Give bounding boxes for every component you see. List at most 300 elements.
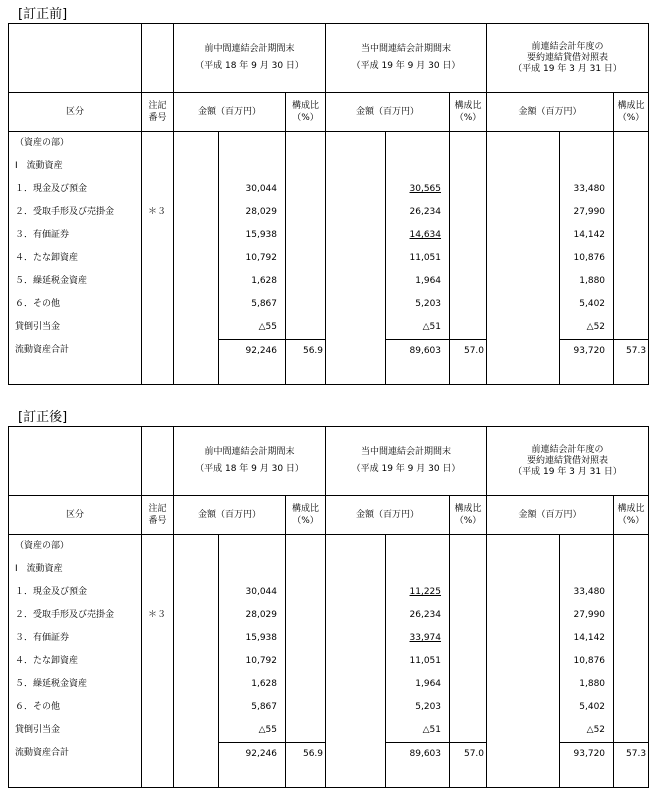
empty-cell [326,650,386,673]
table-row [9,627,649,650]
empty-cell [450,673,487,696]
empty-cell [386,558,450,581]
period-title-line1: 前連結会計年度の [531,444,604,455]
col-note-line2: 番号 [148,113,167,123]
col-ratio-line2: （%） [454,516,482,526]
empty-cell [614,293,649,316]
total-amount: 93,720 [560,743,614,766]
amount-value: 30,565 [409,184,442,194]
amount-cur-half [386,316,450,340]
empty-cell [326,743,386,766]
empty-cell [142,743,174,766]
col-ratio [614,93,649,132]
amount-prev-half [219,696,286,719]
amount-prev-year [560,293,614,316]
empty-cell [560,132,614,156]
empty-cell [326,316,386,340]
empty-cell [560,155,614,178]
table-after [8,426,649,788]
empty-cell [614,777,649,788]
empty-cell [142,374,174,385]
item-label: ４．たな卸資産 [9,247,142,270]
current-assets-label: Ⅰ 流動資産 [9,155,142,178]
col-ratio-line1: 構成比 [454,504,482,514]
amount-cur-half [386,604,450,627]
item-label: ６．その他 [9,696,142,719]
total-ratio: 56.9 [286,743,326,766]
amount-value: △52 [586,322,606,332]
item-note [142,673,174,696]
empty-cell [286,604,326,627]
empty-cell [219,374,286,385]
empty-cell [326,719,386,743]
col-ratio-line2: （%） [292,113,319,123]
col-category: 区分 [9,93,142,132]
amount-value: 1,880 [579,276,606,286]
empty-cell [174,604,219,627]
empty-cell [174,201,219,224]
empty-cell [142,362,174,374]
total-label: 流動資産合計 [9,340,142,363]
period-date: （平成 18 年 9 月 30 日） [195,61,304,71]
table-row [9,535,649,559]
empty-cell [286,362,326,374]
amount-value: 5,402 [579,299,606,309]
table-row [9,155,649,178]
amount-cur-half [386,627,450,650]
empty-cell [9,765,142,777]
amount-value: 30,044 [245,587,277,597]
col-amount: 金額（百万円） [487,496,614,535]
empty-cell [142,155,174,178]
empty-cell [174,132,219,156]
empty-cell [174,558,219,581]
amount-value: 10,792 [245,656,277,666]
amount-value: 1,964 [415,276,442,286]
empty-cell [450,201,487,224]
col-amount: 金額（百万円） [326,93,450,132]
empty-cell [286,777,326,788]
amount-value: 30,044 [245,184,277,194]
item-note [142,178,174,201]
amount-cur-half [386,201,450,224]
empty-cell [326,247,386,270]
total-ratio: 56.9 [286,340,326,363]
amount-value: 1,628 [251,276,277,286]
item-label: ３．有価証券 [9,224,142,247]
table-row [9,673,649,696]
empty-cell [142,558,174,581]
empty-cell [560,777,614,788]
amount-prev-year [560,719,614,743]
col-ratio-line2: （%） [617,516,645,526]
empty-cell [487,696,560,719]
empty-cell [326,201,386,224]
empty-cell [487,270,560,293]
empty-cell [614,673,649,696]
empty-cell [450,270,487,293]
empty-cell [326,362,386,374]
empty-cell [174,362,219,374]
item-note [142,293,174,316]
empty-cell [487,155,560,178]
amount-prev-half [219,178,286,201]
empty-cell [286,178,326,201]
table-row [9,316,649,340]
empty-cell [326,178,386,201]
item-label: ２．受取手形及び売掛金 [9,201,142,224]
empty-cell [219,155,286,178]
period-date: （平成 19 年 9 月 30 日） [351,464,461,474]
empty-cell [9,777,142,788]
assets-header-label: （資産の部） [9,535,142,559]
empty-cell [614,132,649,156]
item-label: ５．繰延税金資産 [9,270,142,293]
empty-cell [9,374,142,385]
col-ratio [450,496,487,535]
table-row [9,581,649,604]
table-row [9,224,649,247]
total-amount: 93,720 [560,340,614,363]
empty-cell [560,558,614,581]
amount-value: 10,792 [245,253,277,263]
empty-cell [174,224,219,247]
empty-cell [174,719,219,743]
table-row-total [9,743,649,766]
empty-cell [174,293,219,316]
empty-cell [286,155,326,178]
empty-cell [9,362,142,374]
empty-cell [487,777,560,788]
amount-value: 15,938 [245,633,277,643]
empty-cell [142,777,174,788]
period-date: （平成 19 年 3 月 31 日） [513,466,622,477]
total-ratio: 57.0 [450,743,487,766]
amount-prev-half [219,673,286,696]
empty-cell [614,604,649,627]
item-note [142,270,174,293]
amount-value: △55 [258,322,277,332]
amount-value: 26,234 [409,207,442,217]
amount-cur-half [386,178,450,201]
empty-cell [219,765,286,777]
empty-cell [614,270,649,293]
item-label: ２．受取手形及び売掛金 [9,604,142,627]
empty-cell [326,224,386,247]
empty-cell [450,178,487,201]
col-note-line1: 注記 [148,504,167,514]
empty-cell [174,673,219,696]
empty-cell [174,535,219,559]
empty-cell [286,558,326,581]
amount-cur-half [386,247,450,270]
amount-value: 27,990 [573,610,606,620]
period-title-line1: 前連結会計年度の [531,41,604,52]
amount-value: 11,051 [409,656,442,666]
amount-prev-year [560,201,614,224]
header-blank-category [9,24,142,93]
amount-prev-year [560,696,614,719]
empty-cell [487,178,560,201]
amount-value: 14,142 [573,230,606,240]
period-title: 当中間連結会計期間末 [361,447,452,457]
amount-value: 5,402 [579,702,606,712]
empty-cell [614,719,649,743]
empty-cell [487,535,560,559]
item-note [142,627,174,650]
item-label: ５．繰延税金資産 [9,673,142,696]
table-row [9,270,649,293]
table-row [9,247,649,270]
empty-cell [614,362,649,374]
amount-prev-half [219,316,286,340]
empty-cell [286,374,326,385]
amount-value: 1,880 [579,679,606,689]
empty-cell [326,696,386,719]
item-label: ３．有価証券 [9,627,142,650]
empty-cell [174,270,219,293]
item-label: １．現金及び預金 [9,178,142,201]
empty-cell [174,627,219,650]
empty-cell [326,627,386,650]
total-amount: 92,246 [219,340,286,363]
empty-cell [450,155,487,178]
empty-cell [487,743,560,766]
period-title-line2: 要約連結貸借対照表 [527,52,609,63]
empty-cell [326,673,386,696]
empty-cell [174,316,219,340]
empty-cell [450,224,487,247]
empty-cell [142,132,174,156]
empty-cell [614,765,649,777]
empty-cell [450,581,487,604]
empty-cell [487,673,560,696]
empty-cell [614,696,649,719]
empty-cell [142,765,174,777]
amount-cur-half [386,719,450,743]
item-label: ４．たな卸資産 [9,650,142,673]
empty-cell [614,627,649,650]
period-title: 前中間連結会計期間末 [204,447,295,457]
empty-cell [614,535,649,559]
amount-value: △51 [422,322,442,332]
empty-cell [386,374,450,385]
amount-prev-year [560,224,614,247]
item-label: 貸倒引当金 [9,719,142,743]
total-amount: 89,603 [386,340,450,363]
item-label: 貸倒引当金 [9,316,142,340]
amount-prev-half [219,581,286,604]
empty-cell [286,650,326,673]
amount-value: 1,628 [251,679,277,689]
empty-cell [487,558,560,581]
empty-cell [326,374,386,385]
item-note [142,316,174,340]
empty-cell [614,178,649,201]
empty-cell [487,719,560,743]
table-row [9,558,649,581]
amount-cur-half [386,673,450,696]
table-row [9,132,649,156]
empty-cell [450,604,487,627]
total-ratio: 57.3 [614,340,649,363]
empty-cell [286,270,326,293]
empty-cell [450,132,487,156]
empty-cell [560,374,614,385]
empty-cell [614,650,649,673]
col-amount: 金額（百万円） [326,496,450,535]
col-ratio-line1: 構成比 [454,101,482,111]
empty-cell [487,362,560,374]
empty-cell [286,696,326,719]
empty-cell [487,201,560,224]
empty-cell [326,604,386,627]
empty-cell [386,362,450,374]
period-date: （平成 19 年 3 月 31 日） [513,63,622,74]
empty-cell [450,293,487,316]
item-note [142,224,174,247]
col-ratio [450,93,487,132]
empty-cell [450,535,487,559]
amount-value: △51 [422,725,442,735]
amount-value: 15,938 [245,230,277,240]
amount-prev-year [560,650,614,673]
empty-cell [286,201,326,224]
empty-cell [386,765,450,777]
period-title-line2: 要約連結貸借対照表 [527,455,609,466]
table-row [9,201,649,224]
col-category: 区分 [9,496,142,535]
amount-value: 10,876 [573,253,606,263]
col-ratio-line1: 構成比 [292,504,320,514]
empty-cell [174,743,219,766]
amount-prev-year [560,604,614,627]
amount-prev-half [219,201,286,224]
col-ratio-line1: 構成比 [617,504,645,514]
empty-cell [450,650,487,673]
amount-cur-half [386,293,450,316]
amount-value: 27,990 [573,207,606,217]
empty-cell [614,558,649,581]
empty-cell [219,535,286,559]
empty-cell [560,765,614,777]
amount-value: 11,051 [409,253,442,263]
empty-cell [386,132,450,156]
empty-cell [487,132,560,156]
amount-prev-year [560,316,614,340]
col-ratio [286,496,326,535]
empty-cell [450,362,487,374]
item-note [142,696,174,719]
assets-header-label: （資産の部） [9,132,142,156]
empty-cell [286,719,326,743]
empty-cell [174,247,219,270]
empty-cell [614,316,649,340]
empty-cell [326,535,386,559]
amount-prev-year [560,270,614,293]
col-note-line2: 番号 [148,516,167,526]
total-ratio: 57.3 [614,743,649,766]
item-note [142,719,174,743]
item-note [142,650,174,673]
amount-value: 28,029 [245,610,277,620]
col-amount: 金額（百万円） [487,93,614,132]
empty-cell [614,224,649,247]
col-ratio-line1: 構成比 [617,101,645,111]
table-row [9,719,649,743]
empty-cell [487,316,560,340]
period-header-1 [326,427,487,496]
empty-cell [326,340,386,363]
empty-cell [386,155,450,178]
col-note [142,93,174,132]
empty-cell [174,765,219,777]
amount-prev-year [560,178,614,201]
empty-cell [614,247,649,270]
col-ratio-line2: （%） [292,516,319,526]
empty-cell [450,558,487,581]
item-note: ＊３ [142,201,174,224]
empty-cell [450,765,487,777]
period-title: 当中間連結会計期間末 [361,44,452,54]
empty-cell [286,247,326,270]
empty-cell [219,558,286,581]
empty-cell [174,178,219,201]
amount-value: 26,234 [409,610,442,620]
current-assets-label: Ⅰ 流動資産 [9,558,142,581]
amount-value: △52 [586,725,606,735]
empty-cell [174,340,219,363]
amount-prev-half [219,650,286,673]
table-row [9,696,649,719]
col-ratio [614,496,649,535]
empty-cell [450,627,487,650]
period-date: （平成 19 年 9 月 30 日） [351,61,461,71]
amount-value: △55 [258,725,277,735]
empty-cell [487,581,560,604]
amount-value: 28,029 [245,207,277,217]
col-amount: 金額（百万円） [174,496,286,535]
empty-cell [286,535,326,559]
amount-prev-half [219,293,286,316]
empty-cell [614,374,649,385]
period-header-0 [174,427,326,496]
item-label: ６．その他 [9,293,142,316]
empty-cell [174,777,219,788]
amount-value: 5,867 [251,299,277,309]
col-amount: 金額（百万円） [174,93,286,132]
empty-cell [174,696,219,719]
period-header-1 [326,24,487,93]
item-note [142,581,174,604]
empty-cell [614,155,649,178]
amount-cur-half [386,696,450,719]
empty-cell [487,247,560,270]
amount-prev-half [219,627,286,650]
empty-cell [487,374,560,385]
empty-cell [326,293,386,316]
empty-cell [614,581,649,604]
col-ratio [286,93,326,132]
item-label: １．現金及び預金 [9,581,142,604]
amount-value: 5,867 [251,702,277,712]
empty-cell [286,673,326,696]
empty-cell [174,374,219,385]
amount-value: 33,480 [573,184,606,194]
col-note [142,496,174,535]
col-note-line1: 注記 [148,101,167,111]
amount-value: 5,203 [415,702,442,712]
